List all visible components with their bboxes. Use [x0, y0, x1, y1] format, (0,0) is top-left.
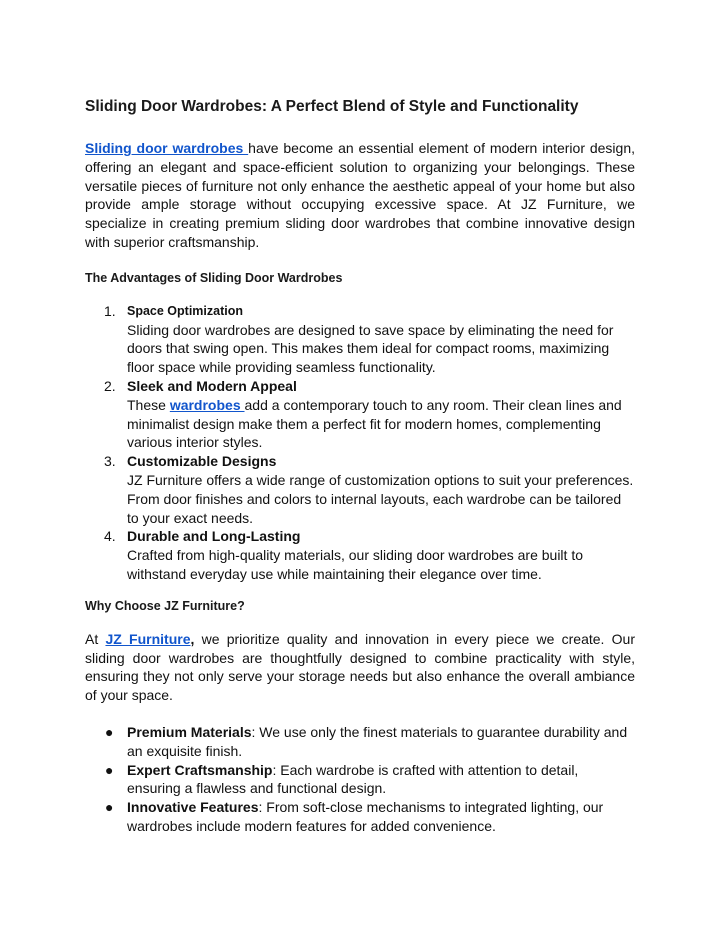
item-title: Sleek and Modern Appeal — [127, 377, 297, 394]
item-body: Crafted from high-quality materials, our sliding door wardrobes are built to withstand everyday use while maintaining their elegance over time. — [127, 547, 583, 582]
intro-text: have become an essential element of modern interior design, offering an elegant and space-efficient solution to organizing your belongings. These versatile pieces of furniture not only enhance the aesthetic appeal of your home but also provide ample storage without occupying excessive space. At JZ Furniture, we specialize in creating premium sliding door wardrobes that combine innovative design with superior craftsmanship. — [85, 140, 635, 250]
why-comma: , — [190, 630, 195, 647]
list-item — [85, 377, 635, 452]
why-text: we prioritize quality and innovation in every piece we create. Our sliding door wardrobes are thoughtfully designed to combine practicality with style, ensuring they not only serve your storage needs but also enhance the overall ambiance of your space. — [85, 630, 636, 704]
bullet-icon: ● — [105, 723, 114, 740]
item-title: Space Optimization — [127, 303, 243, 318]
item-body-prefix: These — [127, 396, 170, 413]
document-title: Sliding Door Wardrobes: A Perfect Blend of Style and Functionality — [85, 98, 579, 115]
feature-text: : Each wardrobe is crafted with attention to detail, ensuring a flawless and functional design. — [127, 761, 579, 797]
document-page — [85, 97, 635, 836]
list-item — [85, 452, 635, 527]
list-number: 3. — [104, 453, 116, 470]
feature-text: : We use only the finest materials to guarantee durability and an exquisite finish. — [127, 723, 628, 759]
feature-title: Innovative Features — [127, 799, 259, 816]
list-number: 4. — [104, 528, 116, 545]
feature-text: : From soft-close mechanisms to integrated lighting, our wardrobes include modern features for added convenience. — [127, 799, 604, 834]
why-heading: Why Choose JZ Furniture? — [85, 598, 245, 613]
list-item — [85, 527, 635, 583]
item-body-text: add a contemporary touch to any room. Their clean lines and minimalist design make them a perfect fit for modern homes, complementing various interior styles. — [127, 396, 622, 451]
feature-title: Premium Materials — [127, 723, 252, 740]
item-body: JZ Furniture offers a wide range of customization options to suit your preferences. From door finishes and colors to internal layouts, each wardrobe can be tailored to your exact needs. — [127, 471, 634, 526]
list-item — [85, 302, 635, 377]
list-number: 2. — [104, 377, 116, 394]
wardrobes-link[interactable]: wardrobes — [169, 396, 245, 413]
features-list — [85, 723, 635, 836]
list-item — [85, 761, 635, 799]
why-prefix: At — [85, 630, 106, 647]
jz-furniture-link[interactable]: JZ Furniture — [105, 630, 191, 647]
intro-paragraph — [85, 139, 635, 252]
bullet-icon: ● — [105, 799, 114, 816]
advantages-heading: The Advantages of Sliding Door Wardrobes — [85, 270, 343, 285]
item-title: Customizable Designs — [127, 453, 277, 470]
item-body: Sliding door wardrobes are designed to save space by eliminating the need for doors that swing open. This makes them ideal for compact rooms, maximizing floor space while providing seamless functionality. — [127, 321, 614, 376]
list-number: 1. — [104, 302, 116, 319]
bullet-icon: ● — [105, 761, 114, 778]
advantages-list — [85, 302, 635, 584]
list-item — [85, 798, 635, 836]
item-body — [127, 396, 635, 452]
why-paragraph — [85, 630, 635, 705]
sliding-door-wardrobes-link[interactable]: Sliding door wardrobes — [85, 140, 249, 156]
feature-title: Expert Craftsmanship — [127, 761, 273, 778]
item-title: Durable and Long-Lasting — [127, 528, 301, 545]
list-item — [85, 723, 635, 761]
